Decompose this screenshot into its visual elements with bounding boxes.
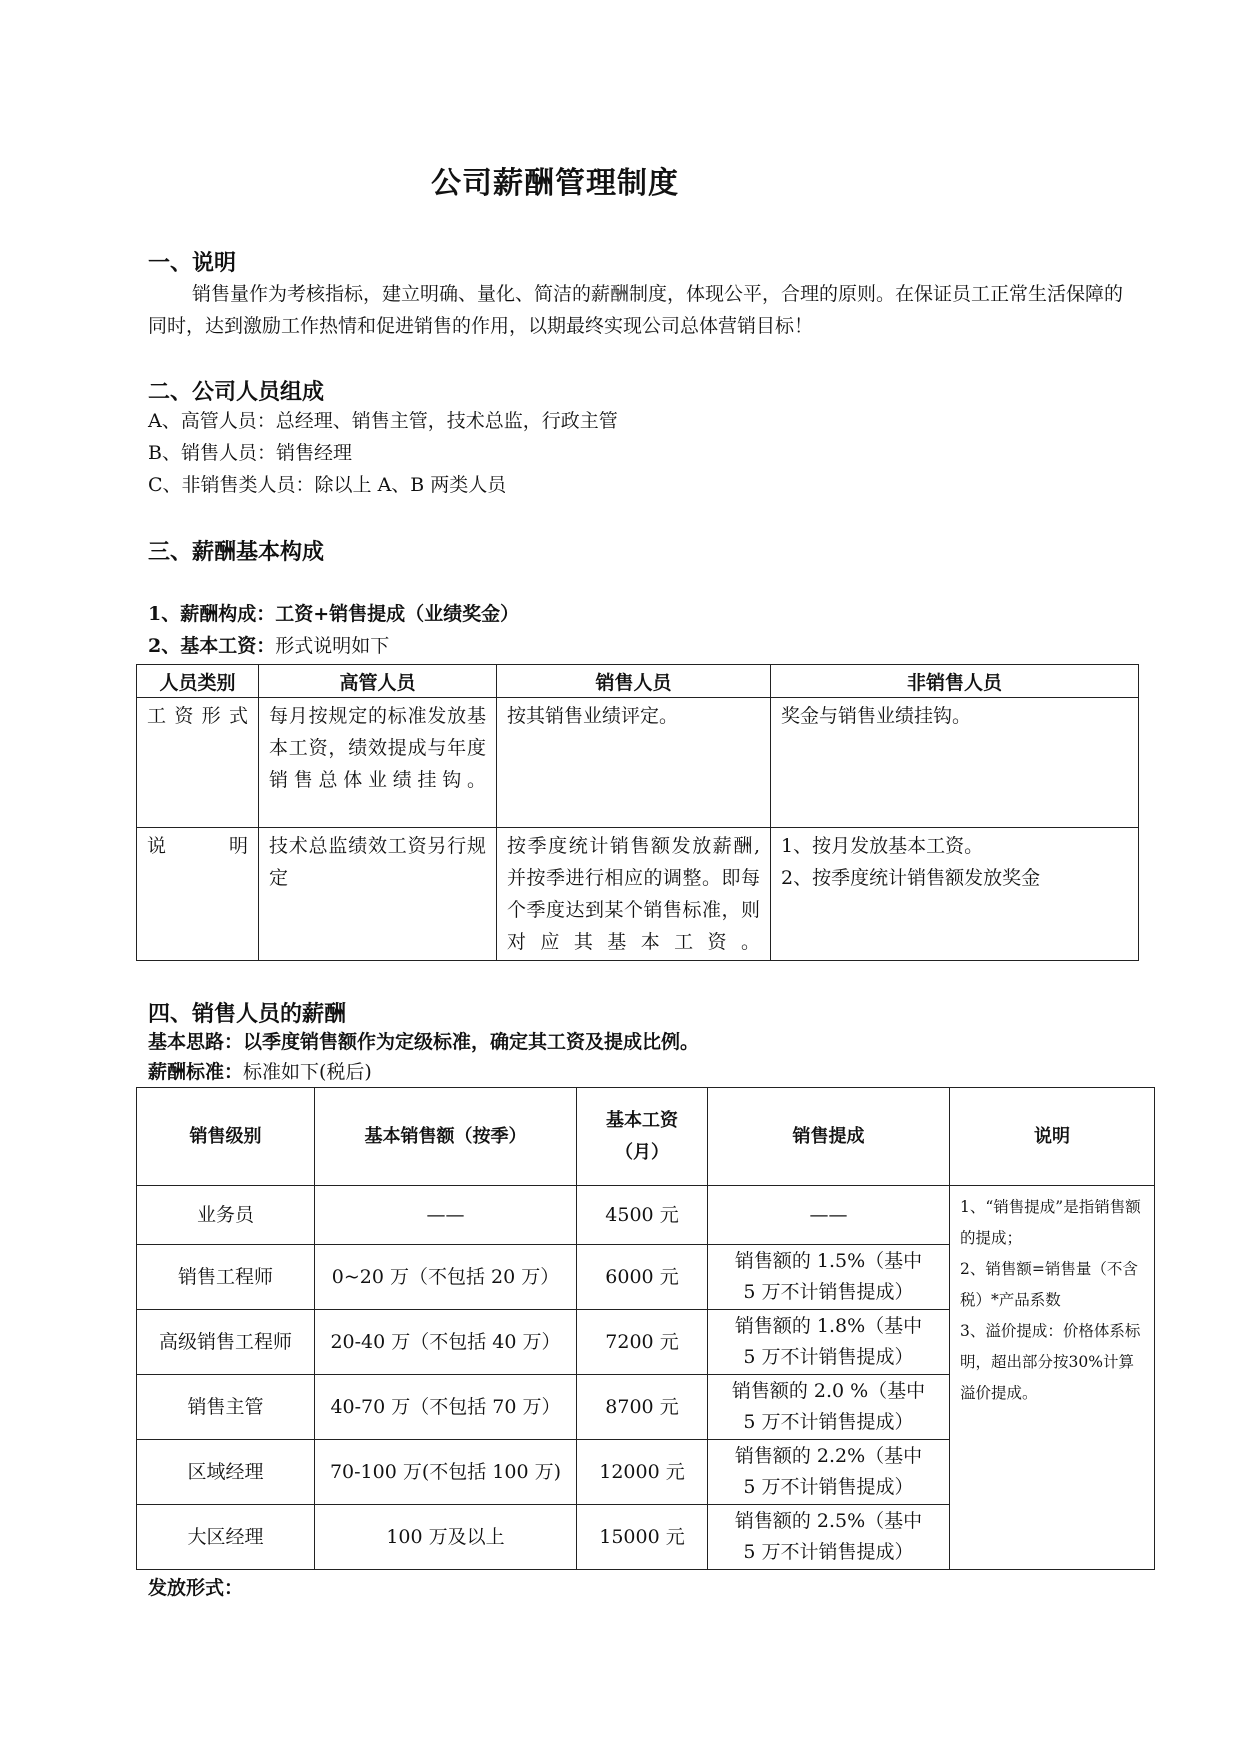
section1-heading: 一、说明 (148, 250, 237, 276)
list-item: 2、按季度统计销售额发放奖金 (781, 867, 1041, 889)
table-cell: 100 万及以上 (315, 1505, 577, 1570)
table-cell: 奖金与销售业绩挂钩。 (771, 698, 1139, 828)
header-cell: 基本销售额（按季） (315, 1088, 577, 1186)
header-cell: 非销售人员 (771, 665, 1139, 698)
table-header-row (137, 665, 1139, 698)
table-row (137, 698, 1139, 828)
table-cell: 40-70 万（不包括 70 万） (315, 1375, 577, 1440)
table-cell (708, 1375, 950, 1440)
section3-line2-label: 2、基本工资： (148, 635, 276, 657)
header-cell: 说明 (950, 1088, 1155, 1186)
table-header-row (137, 1088, 1155, 1186)
commission-line: 5 万不计销售提成） (743, 1346, 914, 1368)
commission-line: 销售额的 2.2%（基中 (734, 1445, 923, 1467)
table-cell: 销售主管 (137, 1375, 315, 1440)
commission-line: 销售额的 1.5%（基中 (734, 1250, 923, 1272)
basic-salary-table (136, 664, 1139, 961)
section3-heading: 三、薪酬基本构成 (148, 539, 325, 565)
header-cell: 人员类别 (137, 665, 259, 698)
header-cell: 销售人员 (497, 665, 771, 698)
table-cell (708, 1245, 950, 1310)
table-cell: 0~20 万（不包括 20 万） (315, 1245, 577, 1310)
document-title: 公司薪酬管理制度 (431, 166, 679, 201)
table-row (137, 828, 1139, 961)
table-cell: 7200 元 (577, 1310, 708, 1375)
section4-heading: 四、销售人员的薪酬 (148, 1001, 347, 1027)
table-cell (708, 1310, 950, 1375)
table-cell: 6000 元 (577, 1245, 708, 1310)
section2-item-c: C、非销售类人员：除以上 A、B 两类人员 (148, 474, 507, 496)
table-cell: 销售工程师 (137, 1245, 315, 1310)
table-cell (708, 1505, 950, 1570)
table-cell: 按季度统计销售额发放薪酬,并按季进行相应的调整。即每个季度达到某个销售标准，则对应其基本工资。 (497, 828, 771, 961)
note-cell (950, 1186, 1155, 1570)
note-line: 2、销售额=销售量（不含税）*产品系数 (960, 1260, 1138, 1309)
commission-line: 5 万不计销售提成） (743, 1281, 914, 1303)
header-line: 基本工资 (606, 1109, 678, 1131)
section2-heading: 二、公司人员组成 (148, 379, 325, 405)
header-line: （月） (615, 1141, 669, 1163)
table-cell: —— (315, 1186, 577, 1245)
table-cell: —— (708, 1186, 950, 1245)
section3-line2-text: 形式说明如下 (275, 635, 390, 657)
table-cell: 按其销售业绩评定。 (497, 698, 771, 828)
table-cell: 技术总监绩效工资另行规定 (259, 828, 497, 961)
list-item: 1、按月发放基本工资。 (781, 835, 984, 857)
table-cell: 15000 元 (577, 1505, 708, 1570)
table-cell: 区域经理 (137, 1440, 315, 1505)
commission-line: 5 万不计销售提成） (743, 1411, 914, 1433)
table-cell: 20-40 万（不包括 40 万） (315, 1310, 577, 1375)
section4-idea: 基本思路：以季度销售额作为定级标准，确定其工资及提成比例。 (148, 1031, 700, 1053)
note-line: 3、溢价提成：价格体系标明，超出部分按30%计算溢价提成。 (960, 1322, 1141, 1402)
table-cell: 4500 元 (577, 1186, 708, 1245)
table-cell: 大区经理 (137, 1505, 315, 1570)
table-cell: 高级销售工程师 (137, 1310, 315, 1375)
section4-standard-text: 标准如下(税后) (243, 1061, 372, 1083)
sales-salary-table (136, 1087, 1155, 1570)
commission-line: 5 万不计销售提成） (743, 1476, 914, 1498)
section3-line1: 1、薪酬构成：工资+销售提成（业绩奖金） (148, 603, 520, 625)
table-cell (771, 828, 1139, 961)
table-cell: 业务员 (137, 1186, 315, 1245)
header-cell (577, 1088, 708, 1186)
section2-item-a: A、高管人员：总经理、销售主管，技术总监，行政主管 (148, 410, 618, 432)
note-line: 1、“销售提成”是指销售额的提成； (960, 1198, 1141, 1247)
commission-line: 销售额的 1.8%（基中 (734, 1315, 923, 1337)
commission-line: 5 万不计销售提成） (743, 1541, 914, 1563)
table-cell: 8700 元 (577, 1375, 708, 1440)
section4-standard (148, 1056, 372, 1088)
section3-line2 (148, 630, 389, 662)
section2-item-b: B、销售人员：销售经理 (148, 442, 352, 464)
payment-label: 发放形式： (148, 1577, 244, 1599)
header-cell: 销售提成 (708, 1088, 950, 1186)
header-cell: 高管人员 (259, 665, 497, 698)
header-cell: 销售级别 (137, 1088, 315, 1186)
table-cell: 工资形式 (137, 698, 259, 828)
section4-standard-label: 薪酬标准： (148, 1061, 244, 1083)
section1-paragraph: 销售量作为考核指标，建立明确、量化、简洁的薪酬制度，体现公平，合理的原则。在保证员工正常生活保障的同时，达到激励工作热情和促进销售的作用，以期最终实现公司总体营销目标！ (148, 283, 1124, 337)
table-cell: 每月按规定的标准发放基本工资，绩效提成与年度销售总体业绩挂钩。 (259, 698, 497, 828)
commission-line: 销售额的 2.5%（基中 (734, 1510, 923, 1532)
commission-line: 销售额的 2.0 %（基中 (731, 1380, 926, 1402)
table-cell: 12000 元 (577, 1440, 708, 1505)
table-cell: 70-100 万(不包括 100 万) (315, 1440, 577, 1505)
table-cell: 说明 (137, 828, 259, 961)
table-row (137, 1186, 1155, 1245)
table-cell (708, 1440, 950, 1505)
